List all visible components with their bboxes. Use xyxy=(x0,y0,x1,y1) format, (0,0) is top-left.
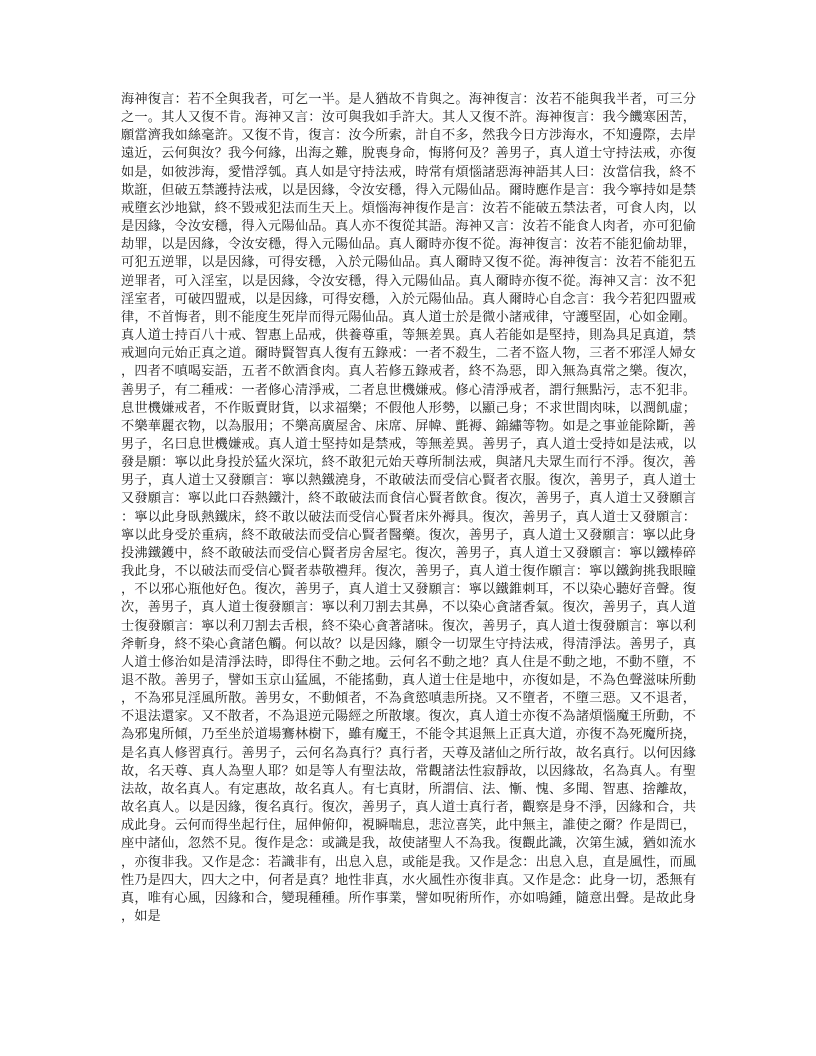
scripture-body-text: 海神復言：若不全與我者，可乞一半。是人猶故不肯與之。海神復言：汝若不能與我半者，可三分之一。其人又復不肯。海神又言：汝可與我如手許大。其人又復不許。海神復言：我今饑寒困苦，願當濟我如絲毫許。又復不肯，復言：汝今所索，計自不多，然我今日方涉海水，不知邊際，去岸遠近，云何與汝？我今何緣，出海之難，脫喪身命，悔將何及？善男子，真人道士守持法戒，亦復如是，如彼涉海，愛惜浮瓠。真人如是守持法戒，時常有煩惱諸惡海神語其人曰：汝當信我，終不欺誑，但破五禁護持法戒，以是因緣，令汝安穩，得入元陽仙品。爾時應作是言：我今寧持如是禁戒墮玄沙地獄，終不毀戒犯法而生天上。煩惱海神復作是言：汝若不能破五禁法者，可食人肉，以是因緣，令汝安穩，得入元陽仙品。真人亦不復從其語。海神又言：汝若不能食人肉者，亦可犯偷劫罪，以是因緣，令汝安穩，得入元陽仙品。真人爾時亦復不從。海神復言：汝若不能犯偷劫罪，可犯五逆罪，以是因緣，可得安穩，入於元陽仙品。真人爾時又復不從。海神復言：汝若不能犯五逆罪者，可入淫室，以是因緣，令汝安穩，得入元陽仙品。真人爾時亦復不從。海神又言：汝不犯淫室者，可破四盟戒，以是因緣，可得安穩，入於元陽仙品。真人爾時心自念言：我今若犯四盟戒律，不首悔者，則不能度生死岸而得元陽仙品。真人道士於是微小諸戒律，守護堅固，心如金剛。真人道士持百八十戒、智惠上品戒，供養尊重，等無差異。真人若能如是堅持，則為具足真道，禁戒迴向元始正真之道。爾時賢智真人復有五錄戒：一者不殺生，二者不盜人物，三者不邪淫人婦女，四者不嗔喝妄語，五者不飲酒食肉。真人若修五錄戒者，終不為惡，即入無為真常之樂。復次，善男子，有二種戒：一者修心清淨戒，二者息世機嫌戒。修心清淨戒者，謂行無點污，志不犯非。息世機嫌戒者，不作販賣財貨，以求福樂；不假他人形勢，以顯己身；不求世間肉味，以潤飢虛；不樂華麗衣物，以為服用；不樂高廣屋舍、床席、屏幃、氈褥、錦繡等物。如是之事並能除斷，善男子，名曰息世機嫌戒。真人道士堅持如是禁戒，等無差異。善男子，真人道士受持如是法戒，以發是願：寧以此身投於猛火深坑，終不敢犯元始天尊所制法戒，與諸凡夫眾生而行不淨。復次，善男子，真人道士又發願言：寧以熱鐵澆身，不敢破法而受信心賢者衣服。復次，善男子，真人道士又發願言：寧以此口吞熱鐵汁，終不敢破法而食信心賢者飲食。復次，善男子，真人道士又發願言：寧以此身臥熱鐵床，終不敢以破法而受信心賢者床外褥具。復次，善男子，真人道士又發願言：寧以此身受於重病，終不敢破法而受信心賢者醫藥。復次，善男子，真人道士又發願言：寧以此身投沸鐵鑊中，終不敢破法而受信心賢者房舍屋宅。復次，善男子，真人道士又發願言：寧以鐵棒碎我此身，不以破法而受信心賢者恭敬禮拜。復次，善男子，真人道士復作願言：寧以鐵鉤挑我眼瞳，不以邪心瓶他好色。復次，善男子，真人道士又發願言：寧以鐵錐刺耳，不以染心聽好音聲。復次，善男子，真人道士復發願言：寧以利刀割去其鼻，不以染心貪諸香氣。復次，善男子，真人道士復發願言：寧以利刀割去舌根，終不染心貪著諸味。復次，善男子，真人道士復發願言：寧以利斧斬身，終不染心貪諸色觸。何以故？以是因緣，願令一切眾生守持法戒，得清淨法。善男子，真人道士修治如是清淨法時，即得住不動之地。云何名不動之地？真人住是不動之地，不動不墮，不退不散。善男子，譬如玉京山猛風，不能搖動，真人道士住是地中，亦復如是，不為色聲滋味所動，不為邪見淫風所散。善男女，不動傾者，不為貪慾嗔恚所挠。又不墮者，不墮三惡。又不退者，不退法還家。又不散者，不為退逆元陽經之所散壞。復次，真人道士亦復不為諸煩惱魔王所動，不為邪鬼所傾，乃至坐於道場鶱林樹下，雖有魔王，不能令其退無上正真大道，亦復不為死魔所挠，是名真人修習真行。善男子，云何名為真行？真行者，天尊及諸仙之所行故，故名真行。以何因緣故，名天尊、真人為聖人耶？如是等人有聖法故，常觀諸法性寂靜故，以因緣故，名為真人。有聖法故，故名真人。有定惠故，故名真人。有七真財，所謂信、法、慚、愧、多聞、智惠、捨離故，故名真人。以是因緣，復名真行。復次，善男子，真人道士真行者，觀察是身不淨，因緣和合，共成此身。云何而得坐起行住，屈伸俯仰，視瞬喘息，悲泣喜笑，此中無主，誰使之爾？作是問已，座中諸仙，忽然不見。復作是念：或識是我，故使諸聖人不為我。復觀此識，次第生滅，猶如流水，亦復非我。又作是念：若識非有，出息入息，或能是我。又作是念：出息入息，直是風性，而風性乃是四大，四大之中，何者是真？地性非真，水火風性亦復非真。又作是念：此身一切，悉無有真，唯有心風，因緣和合，變現種種。所作事業，譬如呪術所作，亦如鳴鍾，隨意出聲。是故此身，如是 xyxy=(121,92,696,925)
